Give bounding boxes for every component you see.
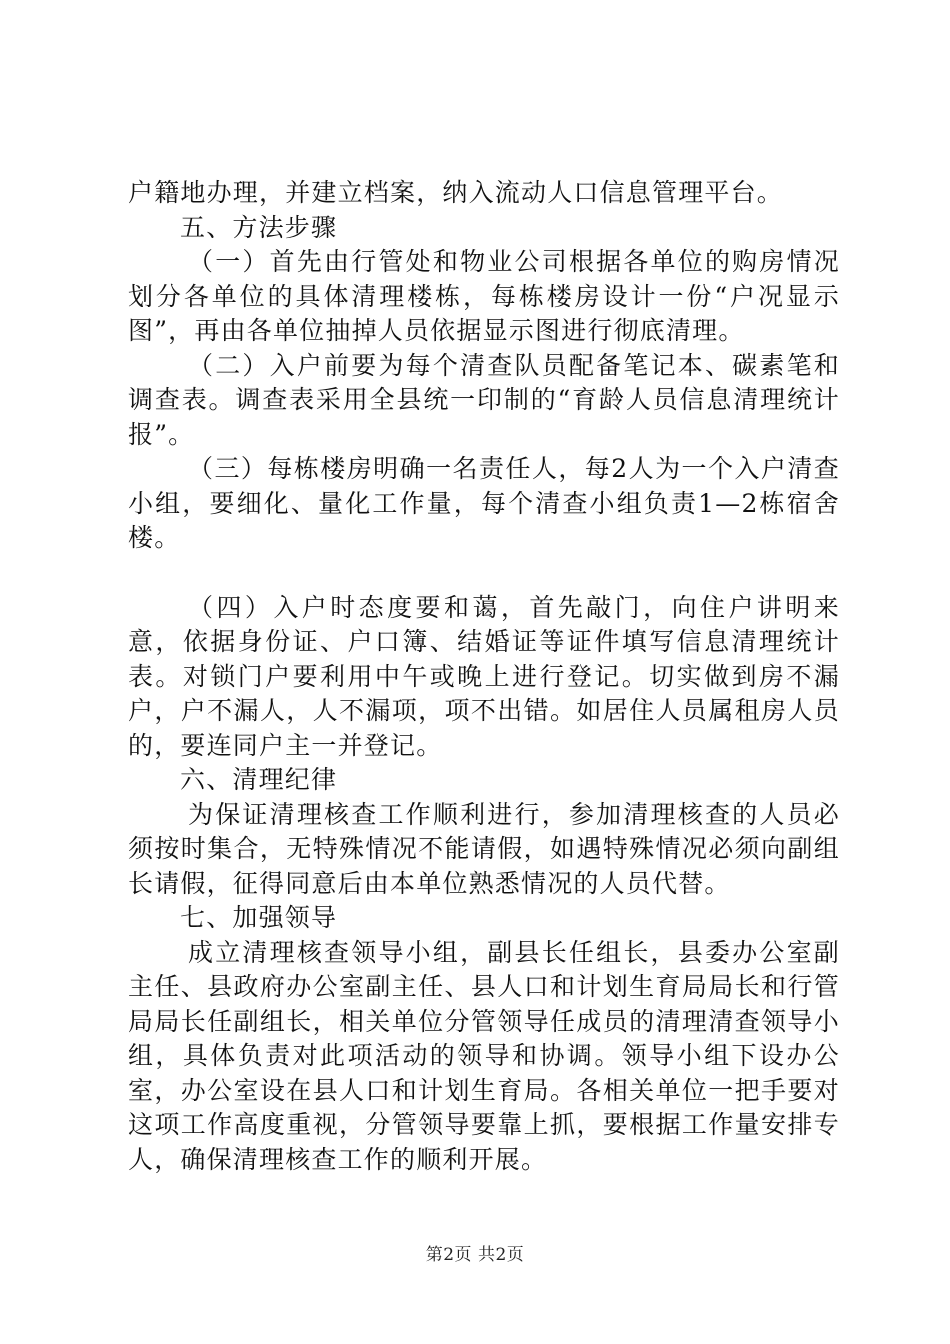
document-body <box>128 176 840 1177</box>
paragraph-step-4: （四）入户时态度要和蔼，首先敲门，向住户讲明来意，依据身份证、户口簿、结婚证等证件填写信息清理统计表。对锁门户要利用中午或晚上进行登记。切实做到房不漏户，户不漏人，人不漏项，项不出错。如居住人员属租房人员的，要连同户主一并登记。 <box>128 592 840 760</box>
paragraph-step-1: （一）首先由行管处和物业公司根据各单位的购房情况划分各单位的具体清理楼栋，每栋楼房设计一份“户况显示图”，再由各单位抽掉人员依据显示图进行彻底清理。 <box>128 247 840 345</box>
paragraph-leadership: 成立清理核查领导小组，副县长任组长，县委办公室副主任、县政府办公室副主任、县人口和计划生育局局长和行管局局长任副组长，相关单位分管领导任成员的清理清查领导小组，具体负责对此项活动的领导和协调。领导小组下设办公室，办公室设在县人口和计划生育局。各相关单位一把手要对这项工作高度重视，分管领导要靠上抓，要根据工作量安排专人，确保清理核查工作的顺利开展。 <box>128 937 840 1174</box>
section-heading-leadership: 七、加强领导 <box>180 903 338 932</box>
paragraph-discipline: 为保证清理核查工作顺利进行，参加清理核查的人员必须按时集合，无特殊情况不能请假，如遇特殊情况必须向副组长请假，征得同意后由本单位熟悉情况的人员代替。 <box>128 799 840 898</box>
paragraph-step-3: （三）每栋楼房明确一名责任人，每2人为一个入户清查小组，要细化、量化工作量，每个清查小组负责1—2栋宿舍楼。 <box>128 454 840 552</box>
paragraph-step-2: （二）入户前要为每个清查队员配备笔记本、碳素笔和调查表。调查表采用全县统一印制的“育龄人员信息清理统计报”。 <box>128 350 840 449</box>
paragraph-continuation: 户籍地办理，并建立档案，纳入流动人口信息管理平台。 <box>128 178 784 207</box>
page-number-footer: 第2页 共2页 <box>425 1245 525 1265</box>
section-heading-discipline: 六、清理纪律 <box>180 765 338 794</box>
section-heading-methods: 五、方法步骤 <box>180 212 338 242</box>
